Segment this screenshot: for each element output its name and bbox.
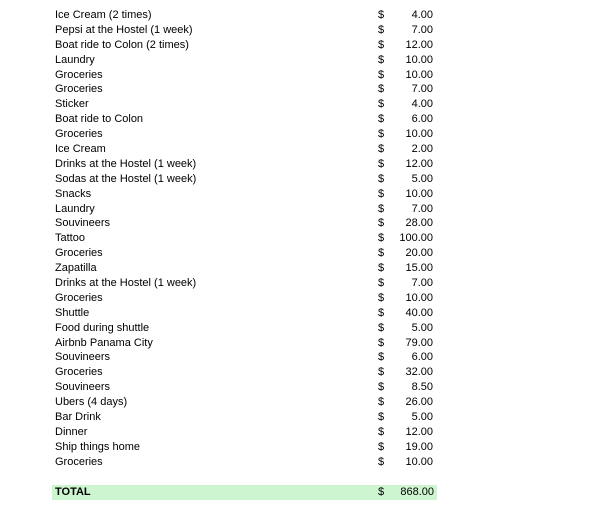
expense-amount: 12.00 [405, 38, 433, 51]
expense-amount: 4.00 [411, 9, 433, 21]
expense-label: Groceries [55, 247, 103, 260]
expense-amount: 10.00 [405, 455, 433, 468]
expense-amount: 40.00 [405, 306, 433, 319]
expense-amount: 10.00 [405, 187, 433, 200]
expense-amount: 4.00 [411, 98, 433, 111]
currency-symbol: $ [378, 9, 385, 21]
expense-row [0, 410, 603, 425]
expense-amount: 12.00 [405, 425, 433, 438]
expense-label: Airbnb Panama City [55, 336, 153, 349]
currency-symbol: $ [378, 366, 385, 379]
expense-label: Boat ride to Colon (2 times) [55, 38, 189, 51]
expense-amount: 7.00 [411, 23, 433, 36]
currency-symbol: $ [378, 23, 385, 36]
expense-row [0, 23, 603, 38]
expense-row [0, 276, 603, 291]
expense-label: Zapatilla [55, 262, 97, 275]
expense-row [0, 440, 603, 455]
currency-symbol: $ [378, 143, 385, 156]
currency-symbol: $ [378, 306, 385, 319]
expense-amount: 12.00 [405, 157, 433, 170]
currency-symbol: $ [378, 187, 385, 200]
expense-row [0, 425, 603, 440]
expense-label: Dinner [55, 425, 88, 438]
expense-label: Ship things home [55, 440, 140, 453]
expense-label: Groceries [55, 83, 103, 96]
expense-list [0, 8, 603, 470]
expense-row [0, 68, 603, 83]
expense-label: Pepsi at the Hostel (1 week) [55, 23, 193, 36]
expense-label: Souvineers [55, 381, 111, 394]
currency-symbol: $ [378, 440, 385, 453]
expense-amount: 7.00 [411, 277, 433, 290]
expense-label: Drinks at the Hostel (1 week) [55, 157, 197, 170]
expense-row [0, 202, 603, 217]
expense-amount: 20.00 [405, 247, 433, 260]
total-row [52, 485, 437, 500]
currency-symbol: $ [378, 411, 385, 424]
expense-label: Shuttle [55, 306, 90, 319]
total-label: TOTAL [55, 486, 91, 498]
expense-label: Drinks at the Hostel (1 week) [55, 277, 197, 290]
expense-label: Groceries [55, 128, 103, 141]
expense-row [0, 142, 603, 157]
expense-row [0, 291, 603, 306]
expense-row [0, 306, 603, 321]
expense-row [0, 38, 603, 53]
expense-label: Laundry [55, 53, 95, 66]
expense-amount: 6.00 [411, 113, 433, 126]
currency-symbol: $ [378, 217, 385, 230]
expense-label: Souvineers [55, 217, 111, 230]
expense-row [0, 261, 603, 276]
expense-label: Sodas at the Hostel (1 week) [55, 172, 197, 185]
expense-amount: 10.00 [405, 291, 433, 304]
expense-label: Sticker [55, 98, 89, 111]
expense-row [0, 246, 603, 261]
expense-row [0, 380, 603, 395]
currency-symbol: $ [378, 336, 385, 349]
expense-amount: 28.00 [405, 217, 433, 230]
expense-row [0, 350, 603, 365]
expense-row [0, 455, 603, 470]
currency-symbol: $ [378, 277, 385, 290]
currency-symbol: $ [378, 351, 385, 364]
expense-row [0, 216, 603, 231]
expense-label: Ubers (4 days) [55, 396, 128, 409]
currency-symbol: $ [378, 455, 385, 468]
currency-symbol: $ [378, 291, 385, 304]
expense-amount: 32.00 [405, 366, 433, 379]
total-amount: 868.00 [400, 486, 434, 498]
expense-label: Ice Cream (2 times) [55, 9, 152, 21]
expense-label: Souvineers [55, 351, 111, 364]
currency-symbol: $ [378, 232, 385, 245]
expense-row [0, 187, 603, 202]
expense-label: Groceries [55, 68, 103, 81]
currency-symbol: $ [378, 53, 385, 66]
currency-symbol: $ [378, 396, 385, 409]
expense-amount: 10.00 [405, 53, 433, 66]
expense-amount: 2.00 [411, 143, 433, 156]
currency-symbol: $ [378, 172, 385, 185]
expense-amount: 5.00 [411, 321, 433, 334]
expense-label: Boat ride to Colon [55, 113, 144, 126]
currency-symbol: $ [378, 262, 385, 275]
currency-symbol: $ [378, 128, 385, 141]
expense-label: Groceries [55, 455, 103, 468]
expense-row [0, 8, 603, 23]
expense-amount: 5.00 [411, 411, 433, 424]
expense-row [0, 365, 603, 380]
expense-amount: 10.00 [405, 68, 433, 81]
expense-label: Tattoo [55, 232, 85, 245]
currency-symbol: $ [378, 38, 385, 51]
expense-label: Groceries [55, 291, 103, 304]
currency-symbol: $ [378, 68, 385, 81]
expense-amount: 26.00 [405, 396, 433, 409]
expense-amount: 100.00 [399, 232, 433, 245]
expense-row [0, 231, 603, 246]
expense-amount: 7.00 [411, 83, 433, 96]
expense-row [0, 321, 603, 336]
expense-row [0, 395, 603, 410]
currency-symbol: $ [378, 157, 385, 170]
expense-row [0, 97, 603, 112]
currency-symbol: $ [378, 113, 385, 126]
expense-label: Food during shuttle [55, 321, 150, 334]
expense-row [0, 127, 603, 142]
expense-row [0, 112, 603, 127]
expense-amount: 10.00 [405, 128, 433, 141]
expense-amount: 6.00 [411, 351, 433, 364]
expense-row [0, 157, 603, 172]
expense-amount: 5.00 [411, 172, 433, 185]
expense-label: Laundry [55, 202, 95, 215]
currency-symbol: $ [378, 321, 385, 334]
currency-symbol: $ [378, 83, 385, 96]
currency-symbol: $ [378, 425, 385, 438]
expense-row [0, 53, 603, 68]
expense-label: Groceries [55, 366, 103, 379]
currency-symbol: $ [378, 98, 385, 111]
expense-label: Bar Drink [55, 411, 101, 424]
total-currency-symbol: $ [378, 486, 385, 498]
expense-row [0, 172, 603, 187]
currency-symbol: $ [378, 247, 385, 260]
expense-amount: 8.50 [411, 381, 433, 394]
expense-amount: 15.00 [405, 262, 433, 275]
expense-row [0, 336, 603, 351]
expense-label: Ice Cream [55, 143, 106, 156]
expense-label: Snacks [55, 187, 92, 200]
expense-amount: 7.00 [411, 202, 433, 215]
currency-symbol: $ [378, 202, 385, 215]
expense-row [0, 82, 603, 97]
expense-amount: 19.00 [405, 440, 433, 453]
currency-symbol: $ [378, 381, 385, 394]
expense-amount: 79.00 [405, 336, 433, 349]
